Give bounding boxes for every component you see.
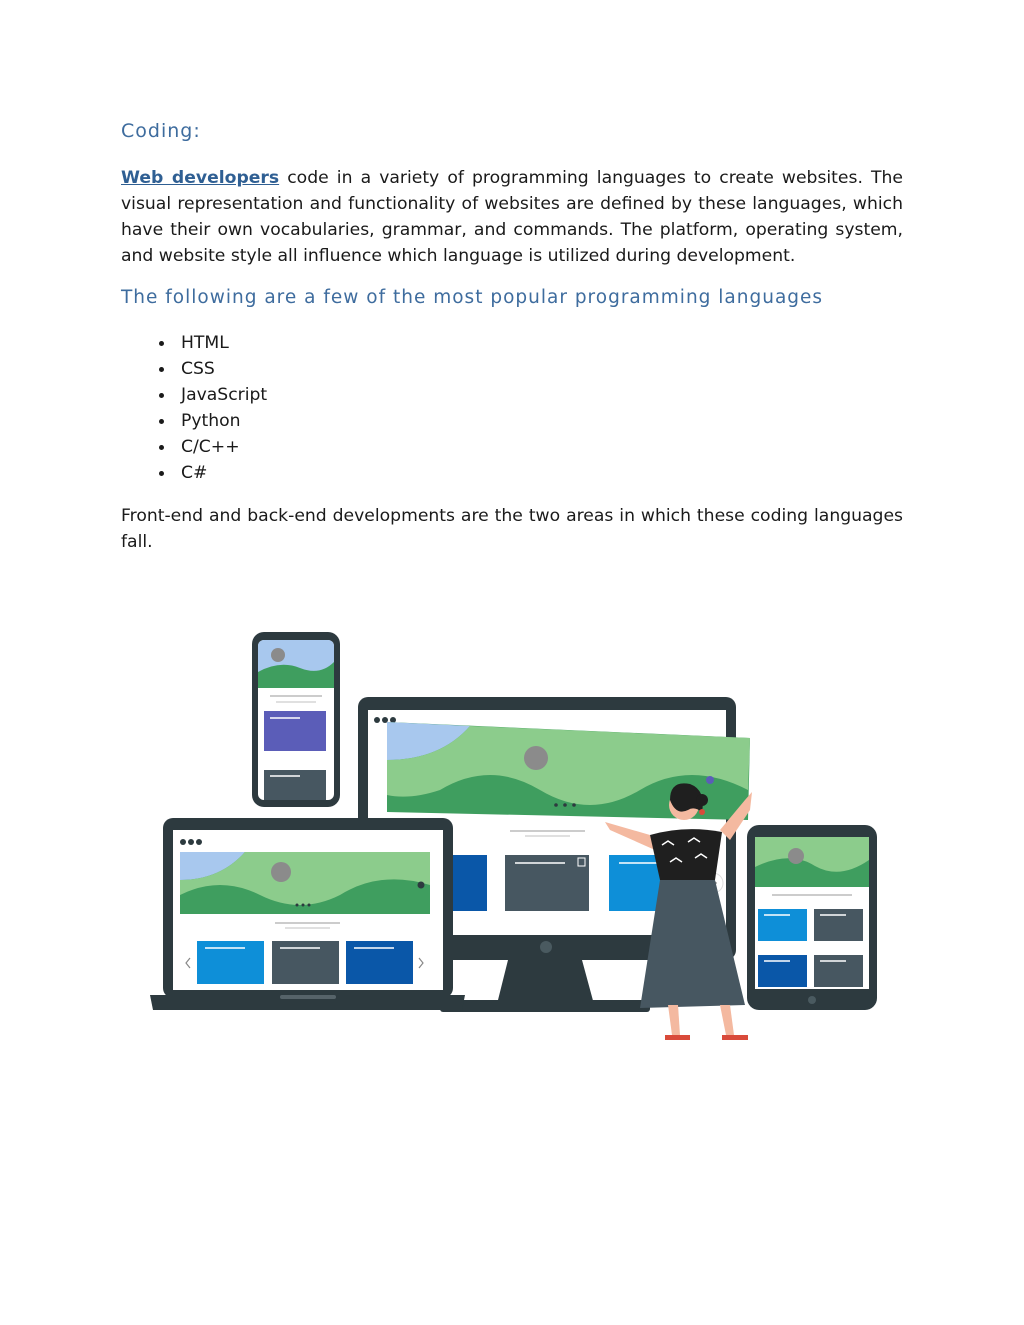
- web-developers-link[interactable]: Web developers: [121, 168, 280, 188]
- list-item: [121, 382, 267, 408]
- list-item: [121, 356, 267, 382]
- bullet-icon: [159, 419, 164, 424]
- bullet-icon: [159, 367, 164, 372]
- bullet-icon: [159, 341, 164, 346]
- list-item-label: JavaScript: [181, 385, 268, 405]
- list-item: [121, 434, 267, 460]
- languages-heading: The following are a few of the most popular programming languages: [121, 287, 824, 308]
- bullet-icon: [159, 445, 164, 450]
- list-item: [121, 408, 267, 434]
- tablet-illustration: [747, 825, 877, 1010]
- bullet-icon: [159, 471, 164, 476]
- list-item-label: Python: [181, 411, 241, 431]
- list-item: [121, 330, 267, 356]
- section-heading: Coding:: [121, 120, 201, 142]
- laptop-illustration: [150, 818, 465, 1010]
- intro-text: code in a variety of programming languages to create websites. The visual representation and functionality of websites are defined by these languages, which have their own vocabularies, grammar, and commands. The platform, operating system, and website style all influence which language is utilized during development.: [121, 168, 903, 266]
- phone-illustration: [252, 632, 340, 807]
- list-item-label: C/C++: [181, 437, 240, 457]
- list-item: [121, 460, 267, 486]
- responsive-devices-illustration: [148, 630, 880, 1045]
- list-item-label: C#: [181, 463, 208, 483]
- list-item-label: CSS: [181, 359, 215, 379]
- closing-paragraph: Front-end and back-end developments are the two areas in which these coding languages fall.: [121, 506, 903, 552]
- bullet-icon: [159, 393, 164, 398]
- intro-paragraph: [121, 165, 903, 269]
- list-item-label: HTML: [181, 333, 229, 353]
- languages-list: [121, 330, 267, 486]
